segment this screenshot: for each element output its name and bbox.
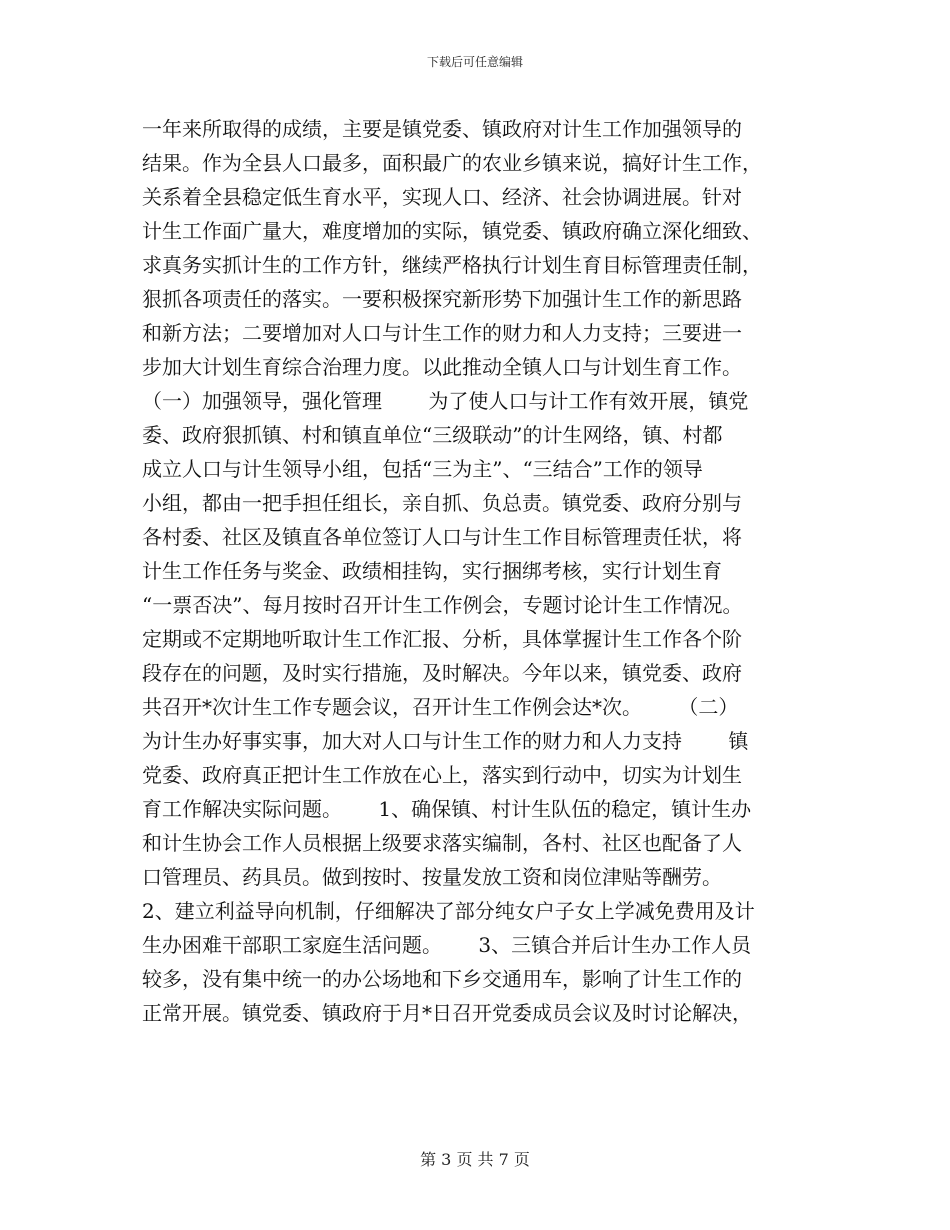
body-line: 为计生办好事实事，加大对人口与计生工作的财力和人力支持 镇 xyxy=(142,729,749,753)
body-line: 计生工作面广量大，难度增加的实际，镇党委、镇政府确立深化细致、 xyxy=(142,219,762,243)
body-line: 段存在的问题，及时实行措施，及时解决。今年以来，镇党委、政府 xyxy=(142,661,742,685)
body-line: 和新方法；二要增加对人口与计生工作的财力和人力支持；三要进一 xyxy=(142,321,742,345)
body-line: 和计生协会工作人员根据上级要求落实编制，各村、社区也配备了人 xyxy=(142,831,742,855)
body-line: 2、建立利益导向机制，仔细解决了部分纯女户子女上学减免费用及计 xyxy=(142,899,755,923)
body-line: （一）加强领导，强化管理 为了使人口与计工作有效开展，镇党 xyxy=(142,389,749,413)
body-line: 步加大计划生育综合治理力度。以此推动全镇人口与计划生育工作。 xyxy=(142,355,742,379)
body-line: 狠抓各项责任的落实。一要积极探究新形势下加强计生工作的新思路 xyxy=(142,287,742,311)
body-line: 党委、政府真正把计生工作放在心上，落实到行动中，切实为计划生 xyxy=(142,763,742,787)
body-line: 正常开展。镇党委、镇政府于月*日召开党委成员会议及时讨论解决， xyxy=(142,1001,752,1025)
body-line: “一票否决”、每月按时召开计生工作例会，专题讨论计生工作情况。 xyxy=(142,593,743,617)
body-line: 各村委、社区及镇直各单位签订人口与计生工作目标管理责任状，将 xyxy=(142,525,742,549)
body-line: 一年来所取得的成绩，主要是镇党委、镇政府对计生工作加强领导的 xyxy=(142,117,742,141)
body-line: 小组，都由一把手担任组长，亲自抓、负总责。镇党委、政府分别与 xyxy=(142,491,742,515)
document-body xyxy=(142,112,818,1030)
body-line: 较多，没有集中统一的办公场地和下乡交通用车，影响了计生工作的 xyxy=(142,967,742,991)
page-header: 下载后可任意编辑 xyxy=(426,55,523,69)
body-line: 结果。作为全县人口最多，面积最广的农业乡镇来说，搞好计生工作， xyxy=(142,151,762,175)
body-line: 成立人口与计生领导小组，包括“三为主”、“三结合”工作的领导 xyxy=(142,457,703,481)
body-line: 口管理员、药具员。做到按时、按量发放工资和岗位津贴等酬劳。 xyxy=(142,865,722,889)
body-line: 生办困难干部职工家庭生活问题。 3、三镇合并后计生办工作人员 xyxy=(142,933,752,957)
body-line: 求真务实抓计生的工作方针，继续严格执行计划生育目标管理责任制， xyxy=(142,253,762,277)
body-line: 委、政府狠抓镇、村和镇直单位“三级联动”的计生网络，镇、村都 xyxy=(142,423,723,447)
body-line: 关系着全县稳定低生育水平，实现人口、经济、社会协调进展。针对 xyxy=(142,185,742,209)
body-line: 育工作解决实际问题。 1、确保镇、村计生队伍的稳定，镇计生办 xyxy=(142,797,752,821)
page-number-footer: 第 3 页 共 7 页 xyxy=(420,1150,530,1169)
body-line: 共召开*次计生工作专题会议，召开计生工作例会达*次。 （二） xyxy=(142,695,739,719)
body-line: 计生工作任务与奖金、政绩相挂钩，实行捆绑考核，实行计划生育 xyxy=(142,559,722,583)
body-line: 定期或不定期地听取计生工作汇报、分析，具体掌握计生工作各个阶 xyxy=(142,627,742,651)
